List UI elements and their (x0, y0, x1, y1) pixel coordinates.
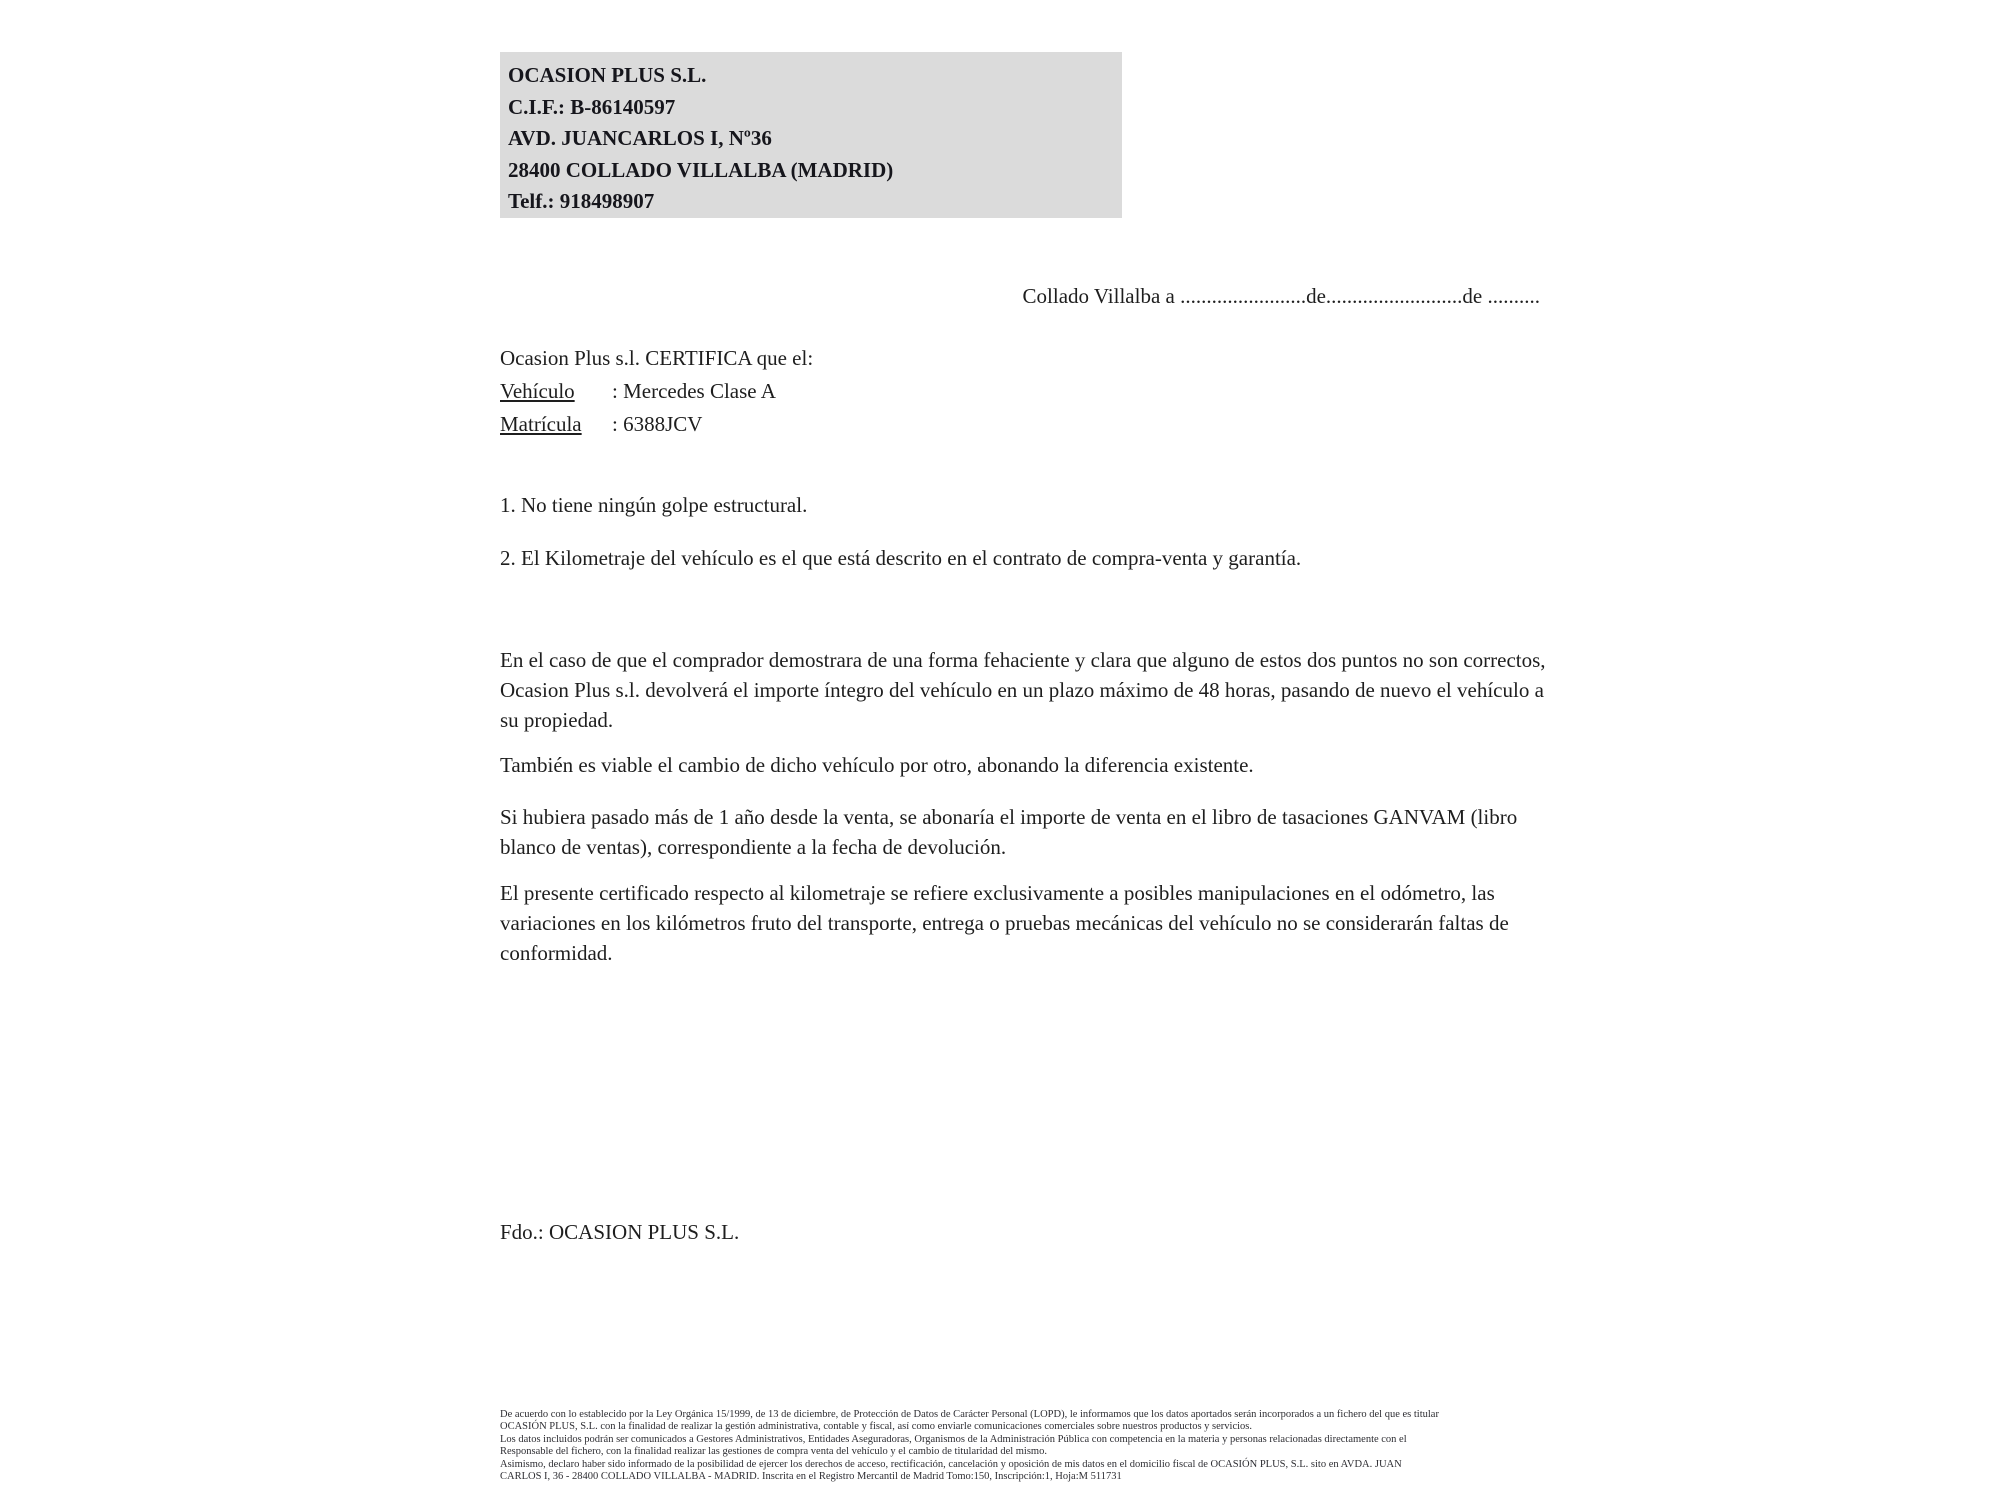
legal-footer (500, 1409, 1560, 1483)
vehicle-value: : Mercedes Clase A (612, 379, 776, 403)
paragraph-odometer: El presente certificado respecto al kilometraje se refiere exclusivamente a posibles manipulaciones en el odómetro, las variaciones en los kilómetros fruto del transporte, entrega o pruebas mecánicas del vehículo no se considerarán faltas de conformidad. (500, 881, 1509, 965)
company-address: AVD. JUANCARLOS I, Nº36 (508, 126, 772, 150)
plate-field (500, 408, 1540, 441)
paragraph-exchange: También es viable el cambio de dicho vehículo por otro, abonando la diferencia existente. (500, 753, 1254, 777)
plate-label: Matrícula (500, 412, 582, 436)
legal-line: OCASIÓN PLUS, S.L. con la finalidad de realizar la gestión administrativa, contable y fiscal, así como enviarle comunicaciones comerciales sobre nuestros productos y servicios. (500, 1421, 1252, 1433)
legal-line: Responsable del fichero, con la finalidad realizar las gestiones de compra venta del vehículo y el cambio de titularidad del mismo. (500, 1446, 1047, 1458)
legal-line: Los datos incluidos podrán ser comunicados a Gestores Administrativos, Entidades Aseguradoras, Organismos de la Administración Pública con competencia en la materia y personas relacionadas directamente con el (500, 1433, 1407, 1445)
legal-line: Asimismo, declaro haber sido informado de la posibilidad de ejercer los derechos de acceso, rectificación, cancelación y oposición de mis datos en el domicilio fiscal de OCASIÓN PLUS, S.L. sito en AVDA. JUAN (500, 1458, 1402, 1470)
certification-block (500, 342, 1540, 441)
vehicle-field (500, 375, 1540, 408)
vehicle-label: Vehículo (500, 379, 575, 403)
legal-line: CARLOS I, 36 - 28400 COLLADO VILLALBA - MADRID. Inscrita en el Registro Mercantil de Madrid Tomo:150, Inscripción:1, Hoja:M 511731 (500, 1471, 1122, 1483)
company-name: OCASION PLUS S.L. (508, 63, 707, 87)
legal-line: De acuerdo con lo establecido por la Ley Orgánica 15/1999, de 13 de diciembre, de Protección de Datos de Carácter Personal (LOPD), le informamos que los datos aportados serán incorporados a un fichero del que es titular (500, 1409, 1439, 1420)
point-1: 1. No tiene ningún golpe estructural. (500, 493, 808, 517)
point-2: 2. El Kilometraje del vehículo es el que está descrito en el contrato de compra-venta y garantía. (500, 546, 1302, 570)
signature-line: Fdo.: OCASION PLUS S.L. (500, 1220, 740, 1244)
plate-label-wrap (500, 408, 612, 441)
plate-value: : 6388JCV (612, 412, 703, 436)
paragraph-ganvam: Si hubiera pasado más de 1 año desde la venta, se abonaría el importe de venta en el libro de tasaciones GANVAM (libro blanco de ventas), correspondiente a la fecha de devolución. (500, 805, 1518, 859)
company-header-box (500, 52, 1122, 218)
paragraph-refund: En el caso de que el comprador demostrara de una forma fehaciente y clara que alguno de estos dos puntos no son correctos, Ocasion Plus s.l. devolverá el importe íntegro del vehículo en un plazo máximo de 48 horas, pasando de nuevo el vehículo a su propiedad. (500, 648, 1546, 732)
company-city: 28400 COLLADO VILLALBA (MADRID) (508, 157, 894, 182)
vehicle-label-wrap (500, 375, 612, 408)
date-line: Collado Villalba a ........................de..........................de .......... (1022, 284, 1540, 308)
certification-intro: Ocasion Plus s.l. CERTIFICA que el: (500, 346, 814, 370)
company-cif: C.I.F.: B-86140597 (508, 94, 676, 119)
company-phone: Telf.: 918498907 (508, 189, 655, 213)
